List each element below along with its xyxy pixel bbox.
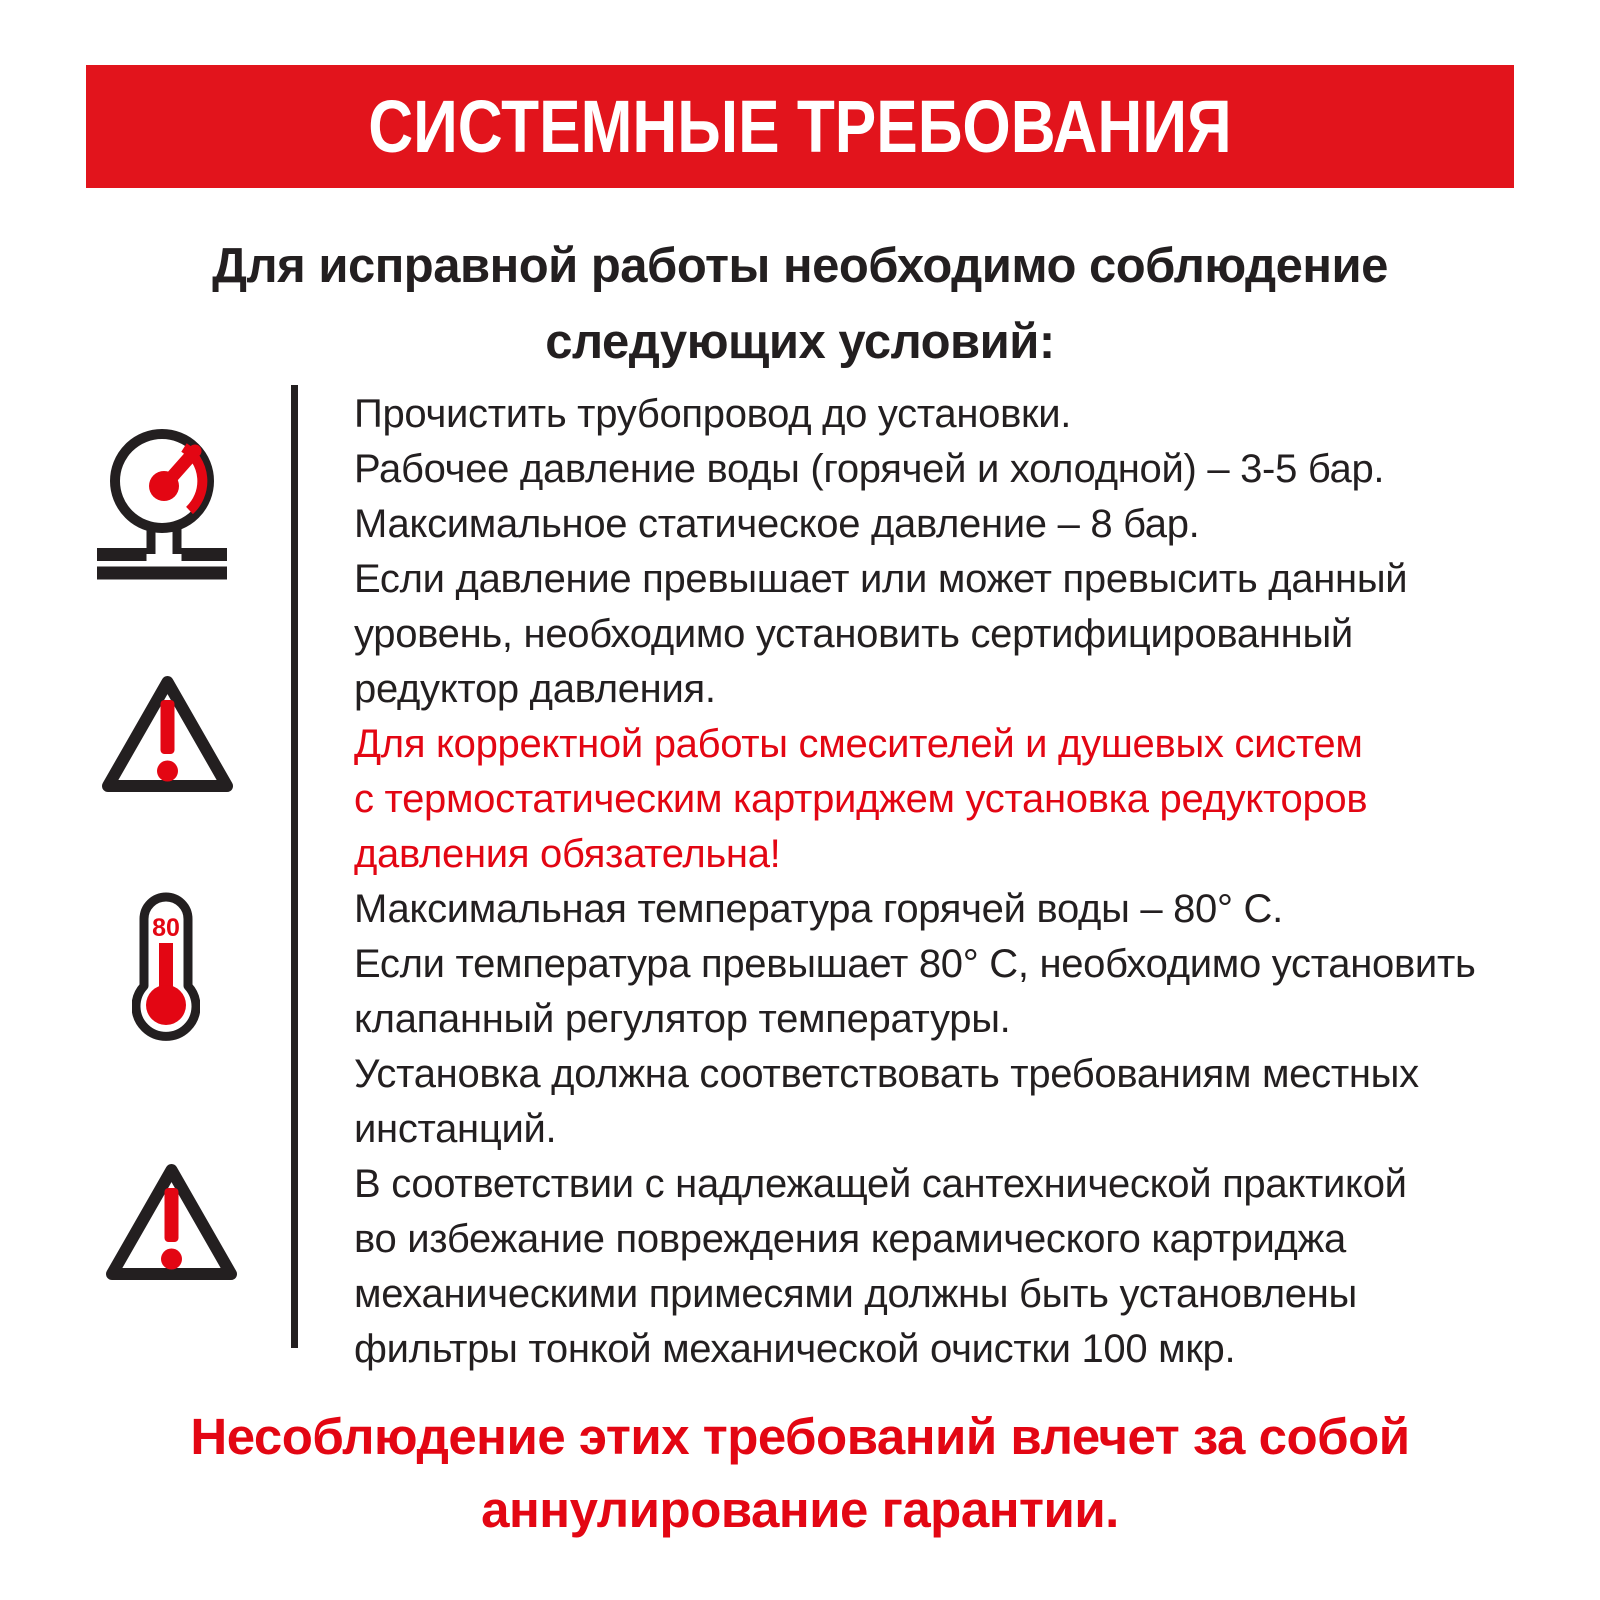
- requirement-line: во избежание повреждения керамического картриджа: [354, 1217, 1346, 1261]
- thermometer-max-temp-label: 80: [152, 914, 180, 942]
- requirement-paragraph: [354, 1047, 1476, 1157]
- requirement-line: Если температура превышает 80° С, необходимо установить: [354, 942, 1476, 986]
- requirement-line: клапанный регулятор температуры.: [354, 997, 1011, 1041]
- requirement-line: Установка должна соответствовать требованиям местных: [354, 1052, 1419, 1096]
- requirement-line: Максимальное статическое давление – 8 бар.: [354, 502, 1200, 546]
- requirement-line: Максимальная температура горячей воды – 80° С.: [354, 887, 1283, 931]
- requirement-line: редуктор давления.: [354, 667, 716, 711]
- pressure-gauge-icon: [96, 428, 228, 580]
- requirement-line: В соответствии с надлежащей сантехнической практикой: [354, 1162, 1407, 1206]
- requirement-line: давления обязательна!: [354, 832, 781, 876]
- requirement-paragraph: [354, 937, 1476, 1047]
- requirement-paragraph: [354, 1157, 1476, 1377]
- intro-text: Для исправной работы необходимо соблюдение следующих условий:: [212, 239, 1388, 369]
- requirement-line: с термостатическим картриджем установка редукторов: [354, 777, 1368, 821]
- requirement-paragraph: [354, 552, 1476, 717]
- requirement-paragraph: [354, 442, 1476, 497]
- warning-triangle-icon: [96, 670, 239, 800]
- requirement-paragraph: [354, 882, 1476, 937]
- thermometer-icon: [132, 892, 200, 1044]
- requirement-alert-paragraph: [354, 717, 1476, 882]
- requirement-line: механическими примесями должны быть установлены: [354, 1272, 1357, 1316]
- requirement-line: Рабочее давление воды (горячей и холодной) – 3-5 бар.: [354, 447, 1385, 491]
- warning-triangle-icon: [100, 1158, 243, 1288]
- requirement-line: фильтры тонкой механической очистки 100 мкр.: [354, 1327, 1236, 1371]
- requirements-section: [0, 385, 1476, 1377]
- requirement-line: Если давление превышает или может превысить данный: [354, 557, 1408, 601]
- requirement-line: Прочистить трубопровод до установки.: [354, 392, 1072, 436]
- page-title: СИСТЕМНЫЕ ТРЕБОВАНИЯ: [368, 85, 1232, 168]
- requirement-line: Для корректной работы смесителей и душевых систем: [354, 722, 1363, 766]
- requirements-list: [354, 385, 1476, 1377]
- requirement-paragraph: [354, 387, 1476, 442]
- vertical-divider: [291, 385, 298, 1348]
- warranty-warning-text: Несоблюдение этих требований влечет за собой аннулирование гарантии.: [190, 1408, 1410, 1538]
- requirement-paragraph: [354, 497, 1476, 552]
- icon-column: [0, 385, 291, 1360]
- requirement-line: уровень, необходимо установить сертифицированный: [354, 612, 1353, 656]
- requirement-line: инстанций.: [354, 1107, 557, 1151]
- title-banner: [86, 65, 1514, 188]
